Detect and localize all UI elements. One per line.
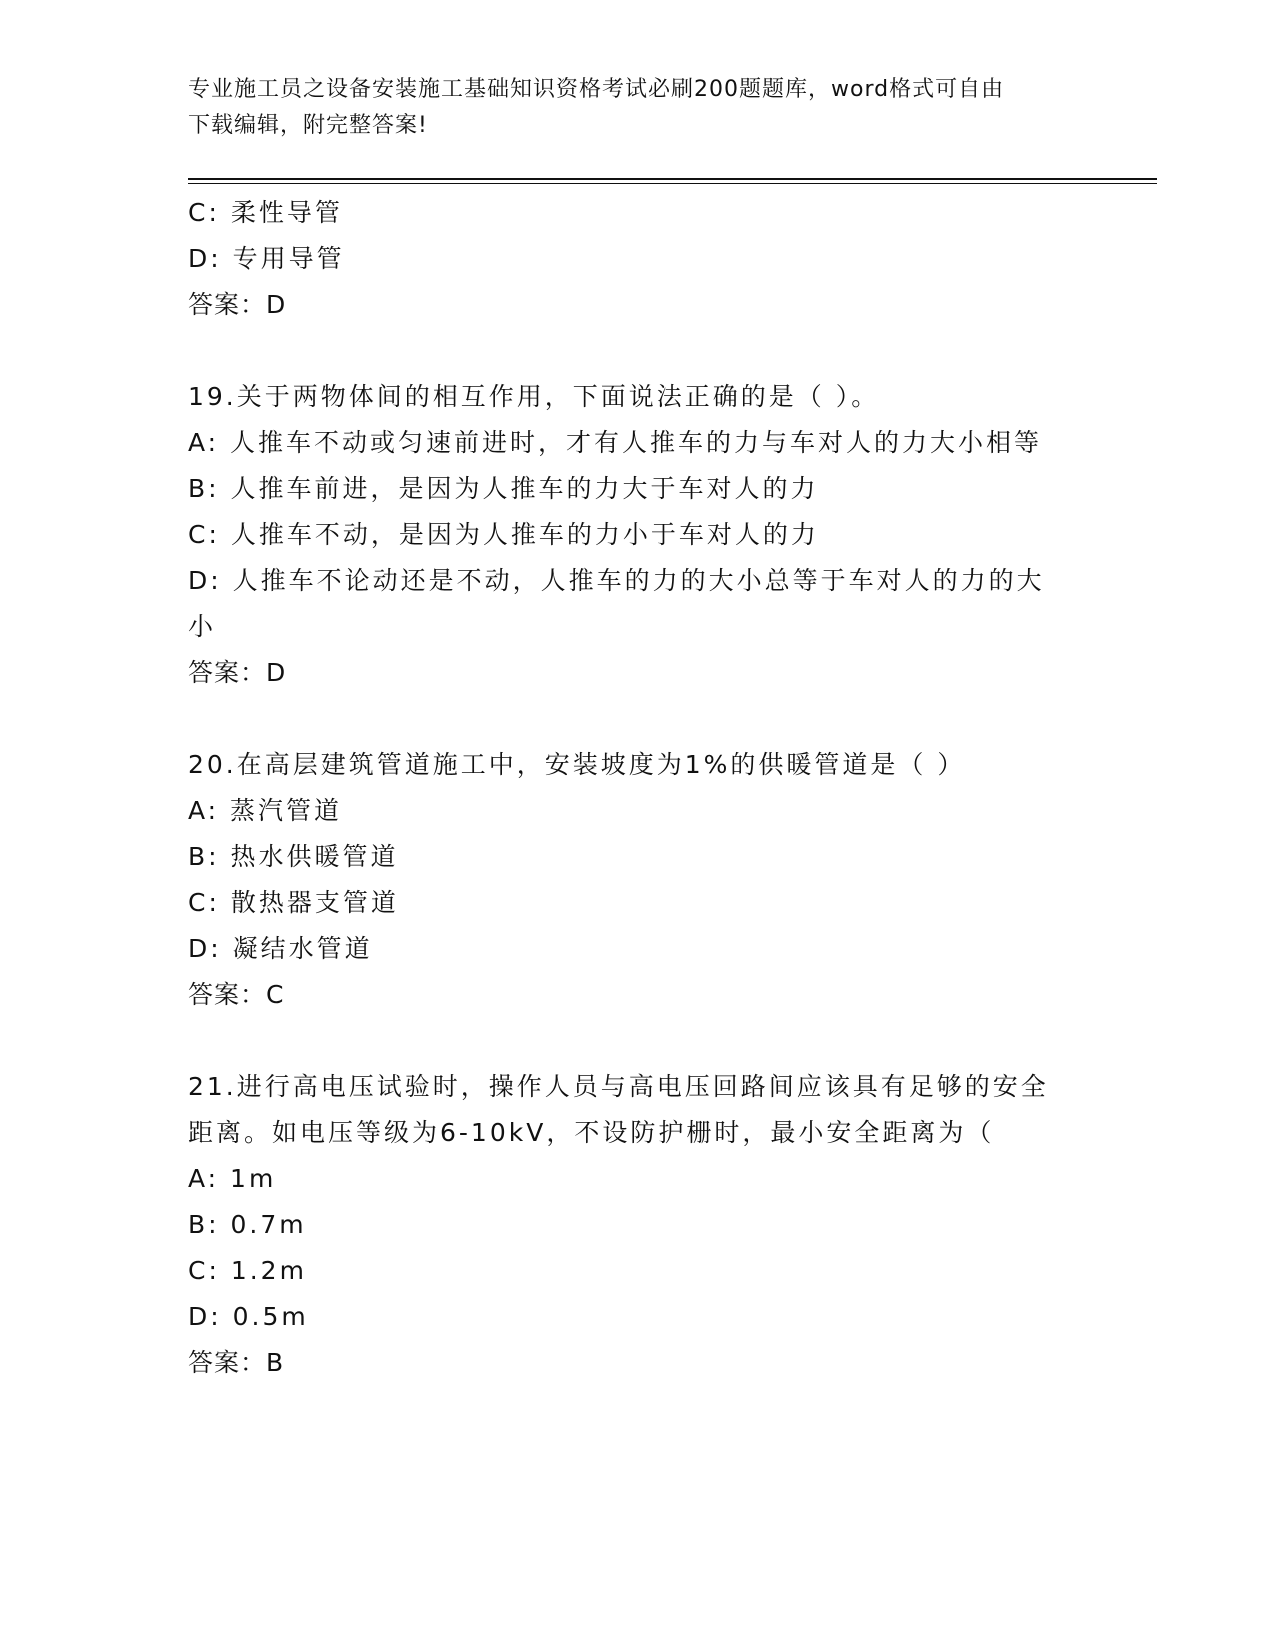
answer-line: 答案：D <box>188 658 287 687</box>
question-18-continued <box>188 190 1088 328</box>
option-d: D: 人推车不论动还是不动，人推车的力的大小总等于车对人的力的大 <box>188 566 1045 595</box>
answer-line: 答案：B <box>188 1348 285 1377</box>
option-b: B: 0.7m <box>188 1210 307 1239</box>
header-line-2: 下载编辑，附完整答案! <box>188 113 428 138</box>
option-d: D: 0.5m <box>188 1302 309 1331</box>
question-stem: 19.关于两物体间的相互作用，下面说法正确的是（ ）。 <box>188 382 880 411</box>
question-19 <box>188 374 1088 696</box>
option-d-continued: 小 <box>188 612 217 641</box>
option-a: A: 1m <box>188 1164 277 1193</box>
answer-line: 答案：D <box>188 290 287 319</box>
question-20 <box>188 742 1088 1018</box>
option-c: C: 人推车不动，是因为人推车的力小于车对人的力 <box>188 520 819 549</box>
option-c: C: 散热器支管道 <box>188 888 399 917</box>
document-body <box>188 190 1088 1386</box>
spacer <box>188 696 1088 742</box>
header-divider-thin <box>188 183 1157 184</box>
question-stem-continued: 距离。如电压等级为6-10kV，不设防护栅时，最小安全距离为（ <box>188 1118 995 1147</box>
document-header <box>188 72 1088 144</box>
question-stem: 21.进行高电压试验时，操作人员与高电压回路间应该具有足够的安全 <box>188 1072 1049 1101</box>
option-c: C: 柔性导管 <box>188 198 343 227</box>
option-c: C: 1.2m <box>188 1256 307 1285</box>
option-b: B: 热水供暖管道 <box>188 842 399 871</box>
option-b: B: 人推车前进，是因为人推车的力大于车对人的力 <box>188 474 819 503</box>
question-21 <box>188 1064 1088 1386</box>
option-d: D: 凝结水管道 <box>188 934 373 963</box>
option-d: D: 专用导管 <box>188 244 345 273</box>
option-a: A: 人推车不动或匀速前进时，才有人推车的力与车对人的力大小相等 <box>188 428 1043 457</box>
answer-line: 答案：C <box>188 980 285 1009</box>
option-a: A: 蒸汽管道 <box>188 796 343 825</box>
header-line-1: 专业施工员之设备安装施工基础知识资格考试必刷200题题库，word格式可自由 <box>188 77 1005 102</box>
question-stem: 20.在高层建筑管道施工中，安装坡度为1%的供暖管道是（ ） <box>188 750 966 779</box>
spacer <box>188 1018 1088 1064</box>
spacer <box>188 328 1088 374</box>
header-divider-thick <box>188 178 1157 180</box>
